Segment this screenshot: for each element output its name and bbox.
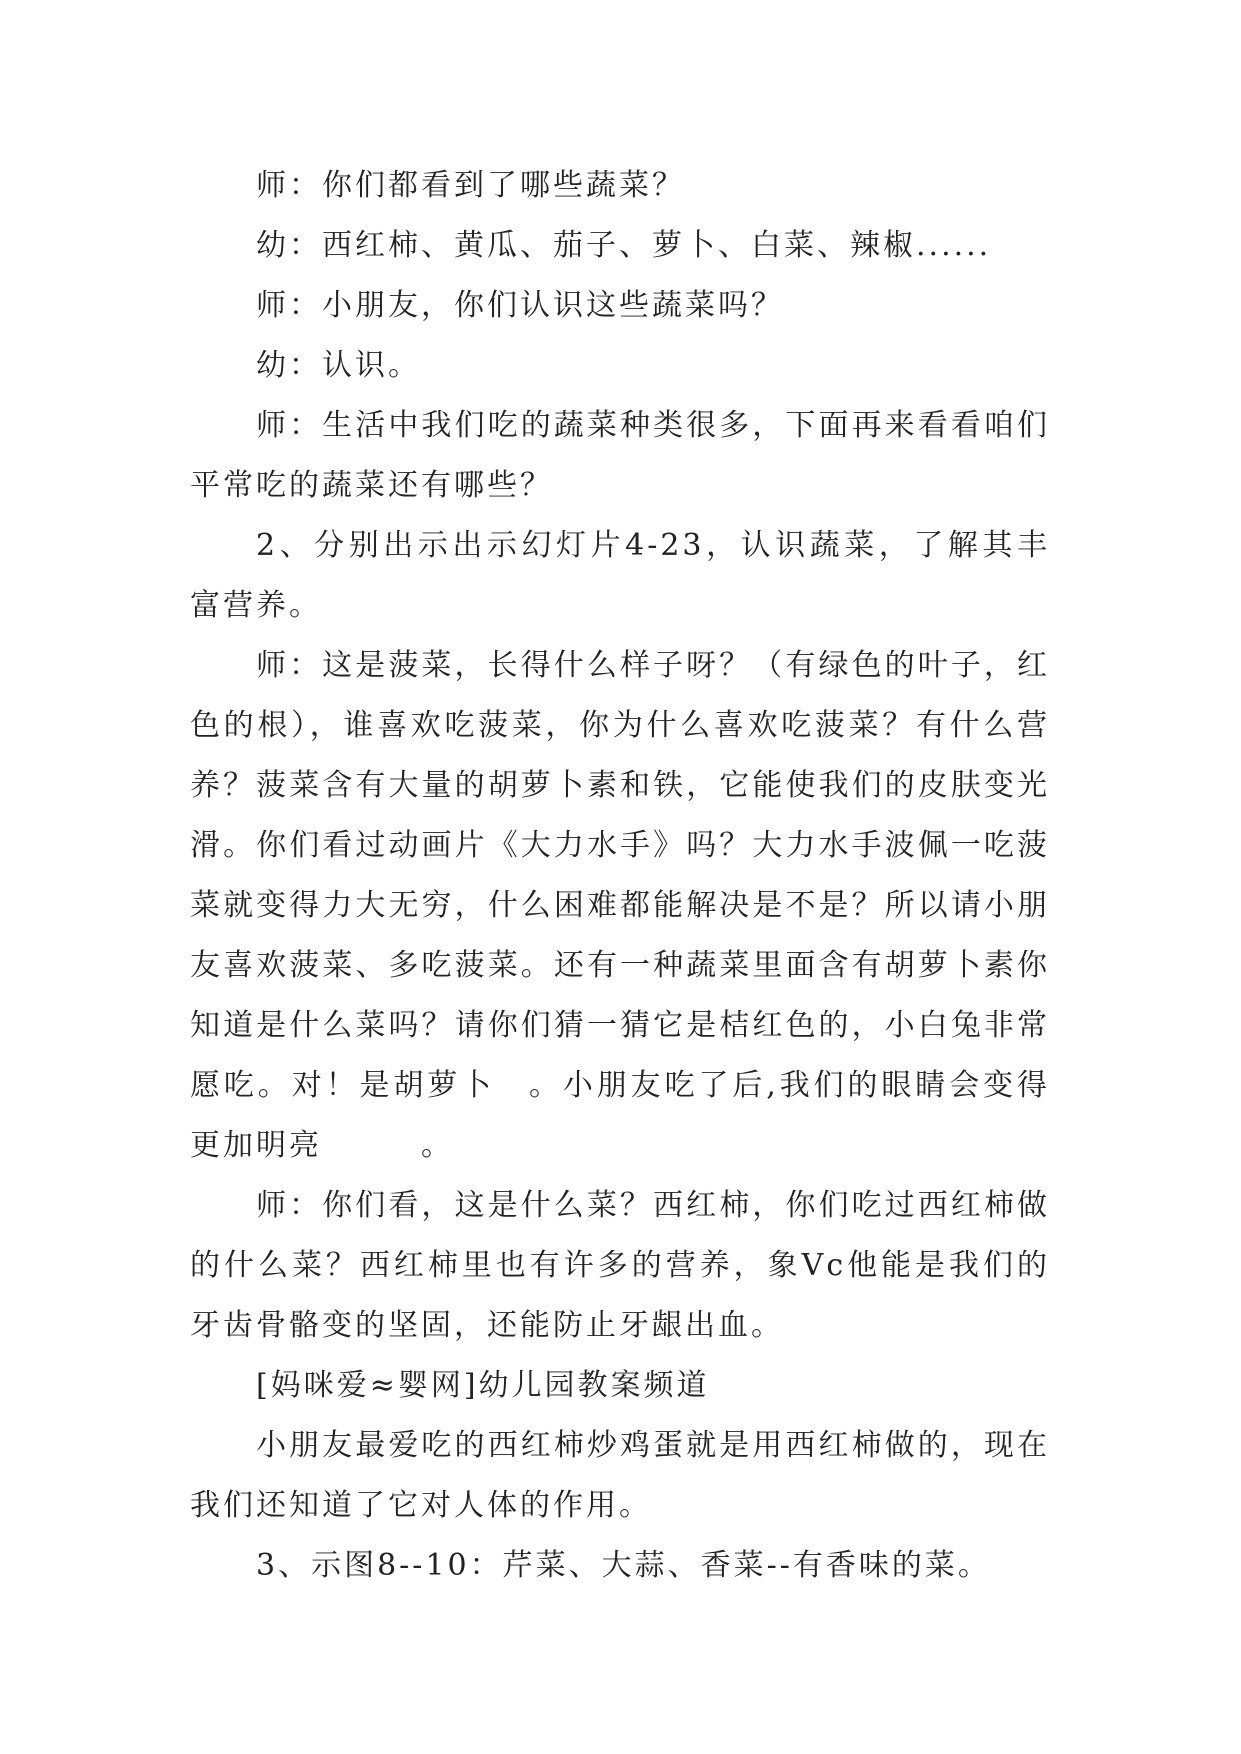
paragraph-source-line: [妈咪爱≈婴网]幼儿园教案频道: [256, 1368, 710, 1403]
paragraph-teacher-more-vegetables: 师：生活中我们吃的蔬菜种类很多，下面再来看看咱们平常吃的蔬菜还有哪些？: [190, 408, 1050, 503]
paragraph-step-3: 3、示图8--10：芹菜、大蒜、香菜--有香味的菜。: [256, 1548, 991, 1583]
paragraph-tomato-egg: 小朋友最爱吃的西红柿炒鸡蛋就是用西红柿做的，现在我们还知道了它对人体的作用。: [190, 1428, 1050, 1523]
paragraph-step-2: 2、分别出示出示幻灯片4-23，认识蔬菜，了解其丰富营养。: [190, 528, 1050, 623]
paragraph-teacher-question-recognize: 师：小朋友，你们认识这些蔬菜吗？: [256, 288, 784, 323]
paragraph-tomato: 师：你们看，这是什么菜？西红柿，你们吃过西红柿做的什么菜？西红柿里也有许多的营养，象Vc他能是我们的牙齿骨骼变的坚固，还能防止牙龈出血。: [190, 1188, 1050, 1343]
document-body: [190, 156, 1050, 1596]
paragraph-child-answer-recognize: 幼：认识。: [256, 348, 421, 383]
paragraph-child-answer-list: 幼：西红柿、黄瓜、茄子、萝卜、白菜、辣椒......: [256, 228, 992, 263]
paragraph-teacher-question-vegetables: 师：你们都看到了哪些蔬菜？: [256, 168, 685, 203]
paragraph-spinach-carrot: 师：这是菠菜，长得什么样子呀？（有绿色的叶子，红色的根），谁喜欢吃菠菜，你为什么喜欢吃菠菜？有什么营养？菠菜含有大量的胡萝卜素和铁，它能使我们的皮肤变光滑。你们看过动画片《大力水手》吗？大力水手波佩一吃菠菜就变得力大无穷，什么困难都能解决是不是？所以请小朋友喜欢菠菜、多吃菠菜。还有一种蔬菜里面含有胡萝卜素你知道是什么菜吗？请你们猜一猜它是桔红色的，小白兔非常愿吃。对！是胡萝卜 。小朋友吃了后,我们的眼睛会变得更加明亮 。: [190, 648, 1050, 1163]
